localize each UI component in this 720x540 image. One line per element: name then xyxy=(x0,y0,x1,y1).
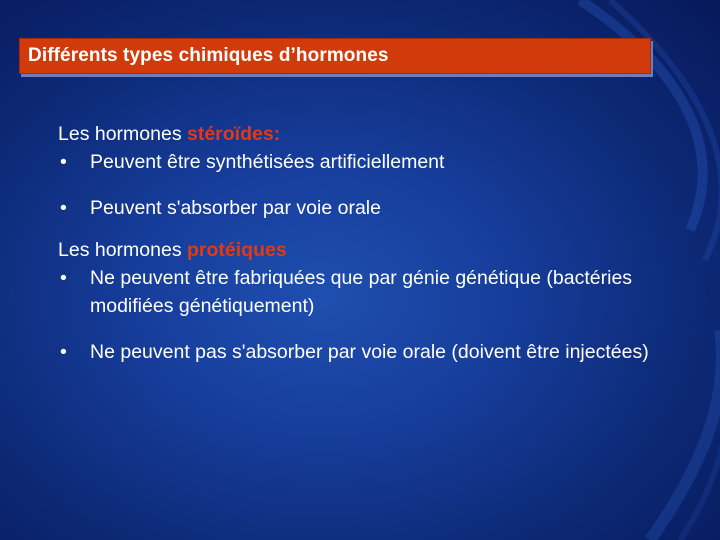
list-item xyxy=(58,264,698,320)
list-item xyxy=(58,194,698,222)
slide-title-bar xyxy=(19,38,651,74)
bullet-text: Ne peuvent être fabriquées que par génie génétique (bactéries modifiées génétiquement) xyxy=(90,267,633,317)
list-item xyxy=(58,338,698,366)
section-heading-proteiques xyxy=(58,236,698,264)
bullet-icon: • xyxy=(60,151,67,173)
heading-prefix: Les hormones xyxy=(58,123,187,145)
bullet-icon: • xyxy=(60,197,67,219)
bullet-icon: • xyxy=(60,267,67,289)
heading-prefix: Les hormones xyxy=(58,239,187,261)
bullet-text: Ne peuvent pas s'absorber par voie orale (doivent être injectées) xyxy=(90,341,649,363)
section-heading-steroides xyxy=(58,120,698,148)
heading-accent-proteiques: protéiques xyxy=(187,239,287,261)
slide-title: Différents types chimiques d’hormones xyxy=(28,45,389,66)
heading-accent-steroides: stéroïdes: xyxy=(187,123,281,145)
slide-body xyxy=(58,120,698,366)
list-item xyxy=(58,148,698,176)
bullet-icon: • xyxy=(60,341,67,363)
bullet-text: Peuvent s'absorber par voie orale xyxy=(90,197,381,219)
bullet-text: Peuvent être synthétisées artificiellement xyxy=(90,151,445,173)
